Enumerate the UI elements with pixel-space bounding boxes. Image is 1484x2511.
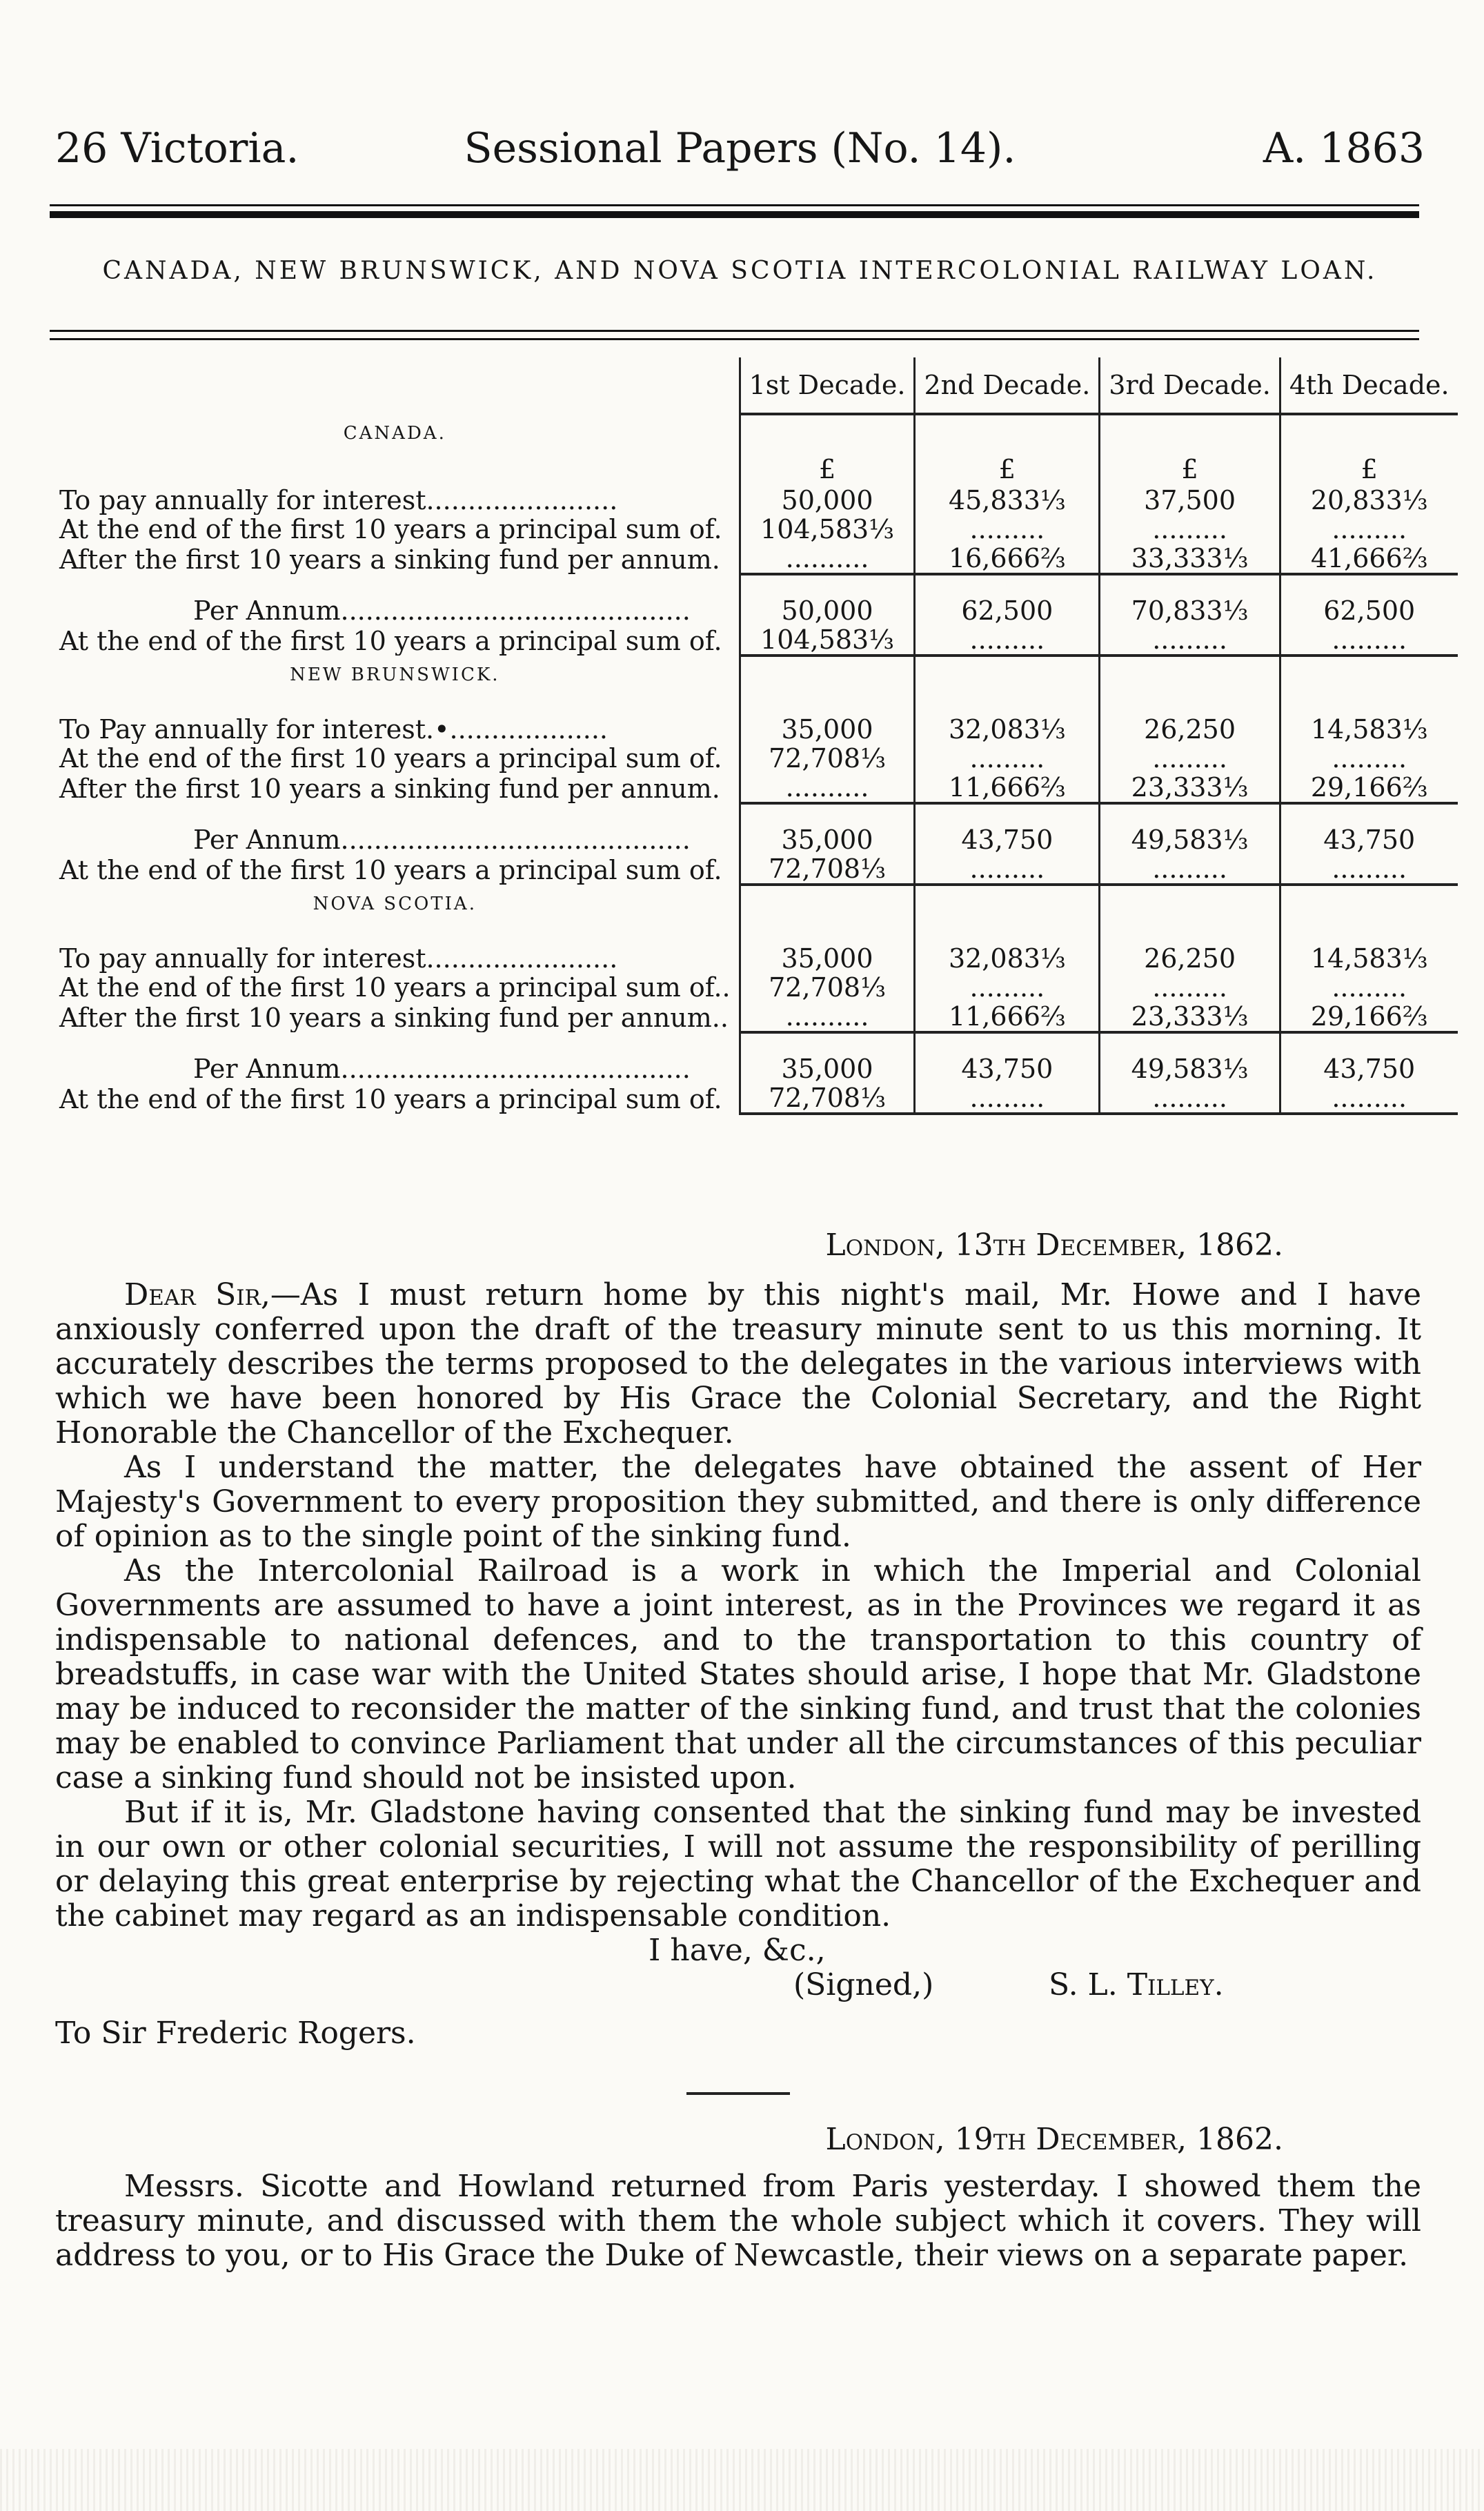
table-cell: .........: [915, 973, 1100, 1002]
table-cell: 33,333⅓: [1100, 544, 1280, 574]
table-cell: 32,083⅓: [915, 944, 1100, 973]
signer-name: S. L. Tilley.: [1049, 1967, 1224, 2002]
pound-sign: £: [1280, 453, 1457, 486]
letter-paragraph: Messrs. Sicotte and Howland returned from Paris yesterday. I showed them the treasury minute, and discussed with them the whole subject which it covers. They will address to you, or to His Grace the Duke of Newcastle, their views on a separate paper.: [55, 2169, 1421, 2273]
letter-paragraph: But if it is, Mr. Gladstone having consented that the sinking fund may be invested in our own or other colonial securities, I will not assume the responsibility of perilling or delaying this great enterprise by rejecting what the Chancellor of the Exchequer and the cabinet may regard as an indispensable condition.: [55, 1795, 1421, 1933]
principal-row: [55, 1083, 1458, 1114]
salutation: Dear Sir,: [124, 1277, 270, 1312]
letter-separator: [686, 2092, 790, 2095]
table-cell: .........: [915, 515, 1100, 544]
table-cell: .........: [1100, 744, 1280, 773]
table-row: [55, 544, 1458, 574]
table-cell: 70,833⅓: [1100, 596, 1280, 625]
row-label: At the end of the first 10 years a principal sum of.: [59, 515, 722, 544]
section-heading: CANADA.: [343, 423, 446, 444]
table-cell: 49,583⅓: [1100, 825, 1280, 854]
table-cell: .........: [915, 1083, 1100, 1114]
table-cell: 50,000: [740, 596, 915, 625]
table-cell: .........: [1100, 1083, 1280, 1114]
table-cell: 14,583⅓: [1280, 715, 1457, 744]
table-cell: .........: [915, 744, 1100, 773]
table-cell: .........: [1280, 973, 1457, 1002]
table-cell: 35,000: [740, 825, 915, 854]
table-cell: .........: [915, 625, 1100, 656]
table-cell: 104,583⅓: [740, 515, 915, 544]
row-label: At the end of the first 10 years a principal sum of..: [59, 973, 731, 1002]
header-title: Sessional Papers (No. 14).: [464, 124, 1016, 173]
table-cell: 72,708⅓: [740, 1083, 915, 1114]
table-cell: 62,500: [1280, 596, 1457, 625]
section-heading: NOVA SCOTIA.: [313, 894, 477, 914]
table-cell: 49,583⅓: [1100, 1054, 1280, 1083]
table-cell: .........: [1100, 515, 1280, 544]
loan-table: [55, 357, 1458, 1115]
row-label: At the end of the first 10 years a principal sum of.: [59, 855, 722, 885]
table-cell: 43,750: [915, 825, 1100, 854]
header-volume: 26 Victoria.: [55, 124, 299, 173]
table-cell: 14,583⅓: [1280, 944, 1457, 973]
letter-paragraph: [55, 1278, 1421, 1450]
letter-body: [55, 1221, 1421, 2273]
row-label: After the first 10 years a sinking fund per annum.: [59, 774, 720, 803]
row-label: After the first 10 years a sinking fund per annum..: [59, 1003, 729, 1032]
table-cell: 72,708⅓: [740, 973, 915, 1002]
table-row: [55, 944, 1458, 973]
table-row: [55, 486, 1458, 515]
table-cell: 45,833⅓: [915, 486, 1100, 515]
section-heading-row: [55, 414, 1458, 453]
table-cell: .........: [1280, 744, 1457, 773]
table-cell: 11,666⅔: [915, 1002, 1100, 1032]
table-cell: 37,500: [1100, 486, 1280, 515]
paragraph-text: —As I must return home by this night's mail, Mr. Howe and I have anxiously conferred upon the draft of the treasury minute sent to us this morning. It accurately describes the terms proposed to the delegates in the various interviews with which we have been honored by His Grace the Colonial Secretary, and the Right Honorable the Chancellor of the Exchequer.: [55, 1277, 1421, 1450]
table-cell: .........: [1100, 973, 1280, 1002]
letter-dateline: London, 13th December, 1862.: [825, 1228, 1283, 1263]
pound-sign: £: [740, 453, 915, 486]
table-cell: ..........: [740, 544, 915, 574]
table-cell: 26,250: [1100, 944, 1280, 973]
table-cell: 32,083⅓: [915, 715, 1100, 744]
table-cell: 35,000: [740, 1054, 915, 1083]
table-cell: 23,333⅓: [1100, 1002, 1280, 1032]
header-year: A. 1863: [1263, 124, 1425, 173]
table-row: [55, 773, 1458, 803]
table-cell: 16,666⅔: [915, 544, 1100, 574]
letter-paragraph: As the Intercolonial Railroad is a work in which the Imperial and Colonial Governments are assumed to have a joint interest, as in the Provinces we regard it as indispensable to national defences, and to the transportation to this country of breadstuffs, in case war with the United States should arise, I hope that Mr. Gladstone may be induced to reconsider the matter of the sinking fund, and trust that the colonies may be enabled to convince Parliament that under all the circumstances of this peculiar case a sinking fund should not be insisted upon.: [55, 1553, 1421, 1795]
principal-row: [55, 625, 1458, 656]
section-heading-row: [55, 656, 1458, 694]
table-cell: ..........: [740, 1002, 915, 1032]
table-rule-top-2: [50, 338, 1419, 340]
row-label: Per Annum..........................................: [193, 1054, 691, 1083]
table-cell: 35,000: [740, 944, 915, 973]
table-row: [55, 973, 1458, 1002]
column-header: 2nd Decade.: [915, 357, 1100, 414]
row-label: At the end of the first 10 years a principal sum of.: [59, 744, 722, 773]
table-cell: 29,166⅔: [1280, 773, 1457, 803]
row-label: To pay annually for interest.......................: [59, 486, 618, 515]
total-row: [55, 825, 1458, 854]
row-label: At the end of the first 10 years a principal sum of.: [59, 1084, 722, 1114]
currency-row: [55, 453, 1458, 486]
table-cell: 72,708⅓: [740, 744, 915, 773]
table-cell: .........: [1100, 625, 1280, 656]
table-cell: .........: [1280, 515, 1457, 544]
row-label: To Pay annually for interest.•...................: [59, 715, 608, 744]
table-cell: 26,250: [1100, 715, 1280, 744]
table-cell: 72,708⅓: [740, 854, 915, 885]
table-cell: 20,833⅓: [1280, 486, 1457, 515]
principal-row: [55, 854, 1458, 885]
header-rule-top: [50, 204, 1419, 206]
row-label: To pay annually for interest.......................: [59, 944, 618, 973]
header-rule-bottom: [50, 211, 1419, 218]
table-row: [55, 1002, 1458, 1032]
section-heading: NEW BRUNSWICK.: [290, 664, 500, 685]
row-label: After the first 10 years a sinking fund per annum.: [59, 544, 720, 574]
letter-dateline: London, 19th December, 1862.: [825, 2122, 1283, 2157]
row-label: Per Annum..........................................: [193, 825, 691, 854]
column-header: 1st Decade.: [740, 357, 915, 414]
table-row: [55, 744, 1458, 773]
pound-sign: £: [915, 453, 1100, 486]
table-cell: 29,166⅔: [1280, 1002, 1457, 1032]
table-cell: .........: [1100, 854, 1280, 885]
table-header-row: [55, 357, 1458, 414]
scan-noise-band: [0, 2449, 1484, 2511]
table-cell: 43,750: [1280, 825, 1457, 854]
table-rule-top: [50, 330, 1419, 332]
row-label: At the end of the first 10 years a principal sum of.: [59, 626, 722, 656]
letter-paragraph: As I understand the matter, the delegates have obtained the assent of Her Majesty's Government to every proposition they submitted, and there is only difference of opinion as to the single point of the sinking fund.: [55, 1450, 1421, 1554]
table-cell: ..........: [740, 773, 915, 803]
section-heading-row: [55, 885, 1458, 923]
pound-sign: £: [1100, 453, 1280, 486]
table-cell: 11,666⅔: [915, 773, 1100, 803]
document-title: CANADA, NEW BRUNSWICK, AND NOVA SCOTIA INTERCOLONIAL RAILWAY LOAN.: [102, 257, 1378, 285]
column-header: 3rd Decade.: [1100, 357, 1280, 414]
table-row: [55, 515, 1458, 544]
table-cell: 43,750: [1280, 1054, 1457, 1083]
table-cell: .........: [915, 854, 1100, 885]
table-cell: 41,666⅔: [1280, 544, 1457, 574]
table-cell: 23,333⅓: [1100, 773, 1280, 803]
table-cell: 104,583⅓: [740, 625, 915, 656]
table-row: [55, 715, 1458, 744]
table-cell: .........: [1280, 854, 1457, 885]
letter-addressee: To Sir Frederic Rogers.: [55, 2016, 416, 2051]
running-header: [55, 121, 1425, 176]
signed-note: (Signed,): [793, 1967, 934, 2002]
table-cell: .........: [1280, 1083, 1457, 1114]
row-label: Per Annum..........................................: [193, 596, 691, 625]
total-row: [55, 1054, 1458, 1083]
signature-line: [55, 1968, 1421, 2002]
table-cell: 50,000: [740, 486, 915, 515]
total-row: [55, 596, 1458, 625]
table-cell: 35,000: [740, 715, 915, 744]
table-cell: 43,750: [915, 1054, 1100, 1083]
letter-closing: I have, &c.,: [649, 1933, 826, 1968]
table-cell: .........: [1280, 625, 1457, 656]
table-cell: 62,500: [915, 596, 1100, 625]
column-header: 4th Decade.: [1280, 357, 1457, 414]
